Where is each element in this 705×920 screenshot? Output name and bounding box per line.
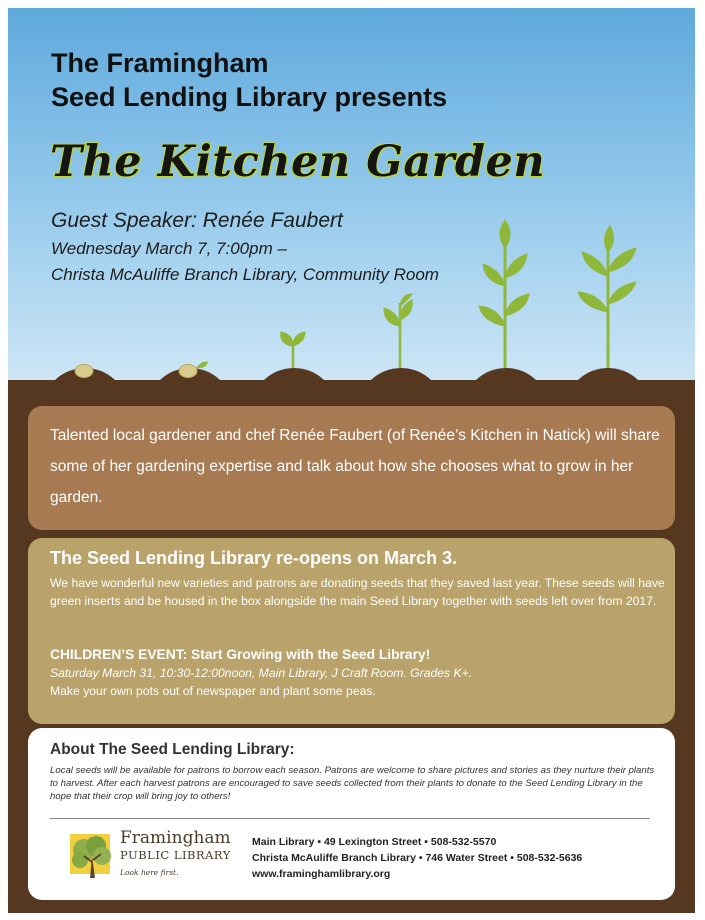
reopen-text: We have wonderful new varieties and patrons are donating seeds that they saved last year. These seeds will have green inserts and be housed in the box alongside the main Seed Library together with seeds left over from 2017.	[50, 576, 665, 608]
sprout-icon	[281, 332, 305, 368]
logo-public-library: PUBLIC LIBRARY	[120, 848, 231, 862]
about-text: Local seeds will be available for patrons to borrow each season. Patrons are welcome to share pictures and stories as they nurture their plants to harvest. After each harvest patrons are encouraged to save seeds collected from their plants to donate to the Seed Lending Library in the hope that their crop will bring joy to others!	[50, 765, 655, 802]
children-event-text: Make your own pots out of newspaper and plant some peas.	[50, 684, 376, 698]
children-event-when: Saturday March 31, 10:30-12:00noon, Main Library, J Craft Room. Grades K+.	[50, 666, 473, 680]
event-title: The Kitchen Garden	[50, 137, 546, 187]
header-line-2: Seed Lending Library presents	[51, 82, 448, 112]
flyer	[8, 8, 695, 913]
branch-library-contact: Christa McAuliffe Branch Library • 746 Water Street • 508-532-5636	[252, 852, 583, 864]
about-box	[28, 728, 675, 900]
logo-name: Framingham	[120, 828, 231, 848]
library-logo	[68, 826, 238, 888]
header-line-1: The Framingham	[51, 48, 269, 78]
sprout-icon	[384, 294, 412, 368]
guest-speaker: Guest Speaker: Renée Faubert	[51, 209, 343, 232]
tree-icon	[68, 828, 116, 884]
children-event-heading: CHILDREN’S EVENT: Start Growing with the Seed Library!	[50, 647, 431, 662]
website-link[interactable]: www.framinghamlibrary.org	[252, 868, 391, 880]
reopen-box	[28, 538, 675, 724]
main-library-contact: Main Library • 49 Lexington Street • 508-532-5570	[252, 836, 497, 848]
intro-box	[28, 406, 675, 530]
event-location: Christa McAuliffe Branch Library, Community Room	[51, 265, 439, 284]
event-date-time: Wednesday March 7, 7:00pm –	[51, 239, 287, 258]
divider	[50, 818, 650, 819]
seed-icon	[75, 365, 93, 378]
intro-text: Talented local gardener and chef Renée Faubert (of Renée’s Kitchen in Natick) will share some of her gardening expertise and talk about how she chooses what to grow in her garden.	[50, 427, 660, 506]
about-heading: About The Seed Lending Library:	[50, 741, 295, 758]
reopen-heading: The Seed Lending Library re-opens on March 3.	[50, 548, 458, 568]
logo-tagline: Look here first.	[120, 868, 179, 877]
contact-info	[252, 834, 582, 882]
plant-icon	[578, 226, 636, 368]
plant-icon	[479, 220, 529, 368]
